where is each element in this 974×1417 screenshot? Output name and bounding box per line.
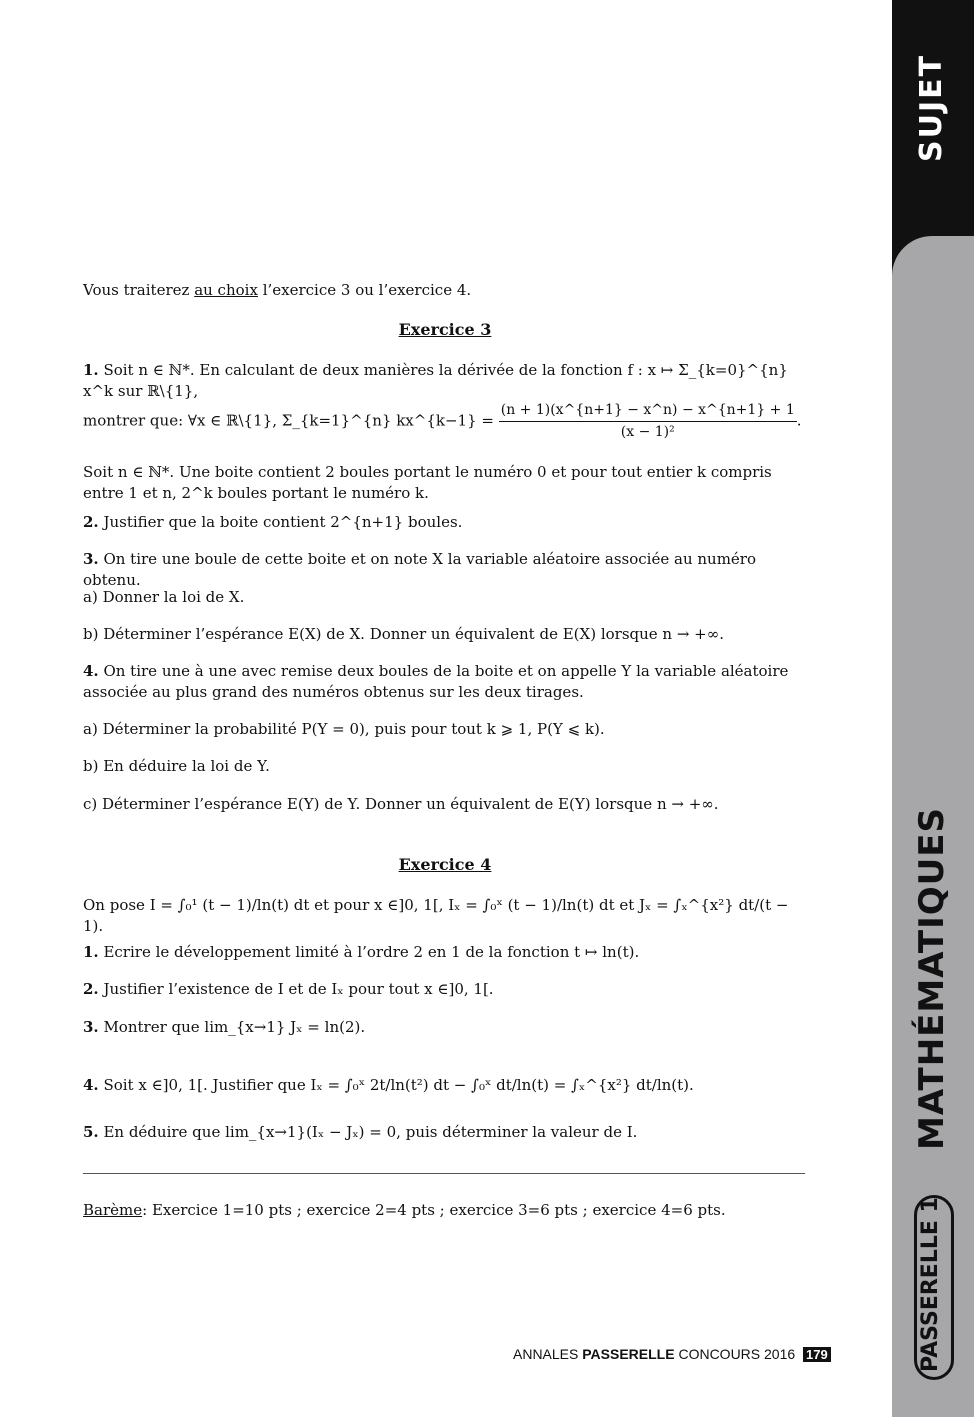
ex4-q4	[83, 1075, 807, 1096]
bareme-label: Barème	[83, 1201, 143, 1219]
ex4-q5	[83, 1122, 807, 1143]
footer-annales: ANNALES	[513, 1346, 583, 1362]
ex4-q1-text: Ecrire le développement limité à l’ordre 2 en 1 de la fonction t ↦ ln(t).	[103, 943, 640, 961]
ex3-q3	[83, 549, 807, 591]
intro-text-pre: Vous traiterez	[83, 281, 195, 299]
page-footer	[513, 1346, 831, 1362]
ex3-q3-number: 3.	[83, 550, 99, 568]
ex4-q1-number: 1.	[83, 943, 99, 961]
ex3-q3b: b) Déterminer l’espérance E(X) de X. Donner un équivalent de E(X) lorsque n → +∞.	[83, 625, 725, 643]
ex4-q2	[83, 979, 807, 1000]
footer-concours: CONCOURS 2016	[674, 1346, 796, 1362]
sidebar-sujet-label: SUJET	[914, 53, 949, 162]
ex4-q1	[83, 942, 807, 963]
footer-brand: PASSERELLE	[582, 1346, 675, 1362]
intro-choice: au choix	[194, 281, 258, 299]
ex3-q2-number: 2.	[83, 513, 99, 531]
intro-line	[83, 280, 807, 301]
ex3-q1-number: 1.	[83, 361, 99, 379]
exercise-3-title: Exercice 3	[398, 320, 492, 339]
ex4-q5-number: 5.	[83, 1123, 99, 1141]
ex3-q3-text: On tire une boule de cette boite et on note X la variable aléatoire associée au numéro obtenu.	[83, 550, 756, 589]
passerelle-logo-text: PASSERELLE 1	[918, 1197, 943, 1372]
ex3-q4-number: 4.	[83, 662, 99, 680]
ex3-q4-text: On tire une à une avec remise deux boules de la boite et on appelle Y la variable aléatoire associée au plus grand des numéros obtenus sur les deux tirages.	[83, 662, 789, 701]
sidebar-subject-label: MATHÉMATIQUES	[912, 807, 952, 1150]
ex4-q3-number: 3.	[83, 1018, 99, 1036]
ex3-q1-line2: montrer que: ∀x ∈ ℝ\{1}, Σ_{k=1}^{n} kx^{k−1} = $\frac{(n + 1)(x\^{}\{n+1\} - x\^{}n) - x\^{}\{n+1\} + 1}{\text{(x − 1)²}}$ .	[83, 400, 807, 443]
ex4-q3-text: Montrer que lim_{x→1} Jₓ = ln(2).	[103, 1018, 366, 1036]
ex4-pose: On pose I = ∫₀¹ (t − 1)/ln(t) dt et pour x ∈]0, 1[, Iₓ = ∫₀ˣ (t − 1)/ln(t) dt et Jₓ = ∫ₓ^{x²} dt/(t − 1).	[83, 896, 789, 935]
ex3-q1-text: Soit n ∈ ℕ*. En calculant de deux manières la dérivée de la fonction f : x ↦ Σ_{k=0}^{n} x^k sur ℝ\{1},	[83, 361, 788, 400]
ex4-q2-text: Justifier l’existence de I et de Iₓ pour tout x ∈]0, 1[.	[103, 980, 494, 998]
ex4-q5-text: En déduire que lim_{x→1}(Iₓ − Jₓ) = 0, puis déterminer la valeur de I.	[103, 1123, 638, 1141]
section-divider	[83, 1173, 805, 1174]
ex3-q1-identity-lhs: montrer que: ∀x ∈ ℝ\{1}, Σ_{k=1}^{n} kx^{k−1} =	[83, 411, 494, 430]
ex3-q4c: c) Déterminer l’espérance E(Y) de Y. Donner un équivalent de E(Y) lorsque n → +∞.	[83, 795, 719, 813]
ex3-q1-line1	[83, 360, 807, 402]
bareme-line	[83, 1200, 807, 1221]
ex3-q4a: a) Déterminer la probabilité P(Y = 0), puis pour tout k ⩾ 1, P(Y ⩽ k).	[83, 720, 605, 738]
ex3-q4	[83, 661, 807, 703]
ex3-q1-numerator: (n + 1)(x^{n+1} − x^n) − x^{n+1} + 1	[499, 400, 797, 422]
ex4-q4-number: 4.	[83, 1076, 99, 1094]
intro-text-post: l’exercice 3 ou l’exercice 4.	[257, 281, 472, 299]
ex4-q2-number: 2.	[83, 980, 99, 998]
page-number: 179	[803, 1347, 831, 1362]
ex3-q2	[83, 512, 807, 533]
ex4-q4-text: Soit x ∈]0, 1[. Justifier que Iₓ = ∫₀ˣ 2t/ln(t²) dt − ∫₀ˣ dt/ln(t) = ∫ₓ^{x²} dt/ln(t).	[103, 1076, 694, 1094]
ex3-q2-text: Justifier que la boite contient 2^{n+1} boules.	[103, 513, 463, 531]
bareme-text: : Exercice 1=10 pts ; exercice 2=4 pts ; exercice 3=6 pts ; exercice 4=6 pts.	[142, 1201, 726, 1219]
ex3-q1-denominator: (x − 1)²	[620, 424, 675, 440]
ex3-context: Soit n ∈ ℕ*. Une boite contient 2 boules portant le numéro 0 et pour tout entier k compris entre 1 et n, 2^k boules portant le numéro k.	[83, 463, 772, 502]
ex3-q1-fraction	[499, 400, 797, 443]
exercise-4-title: Exercice 4	[398, 855, 492, 874]
ex3-q3a: a) Donner la loi de X.	[83, 588, 245, 606]
ex4-q3	[83, 1017, 807, 1038]
ex3-q4b: b) En déduire la loi de Y.	[83, 757, 270, 775]
